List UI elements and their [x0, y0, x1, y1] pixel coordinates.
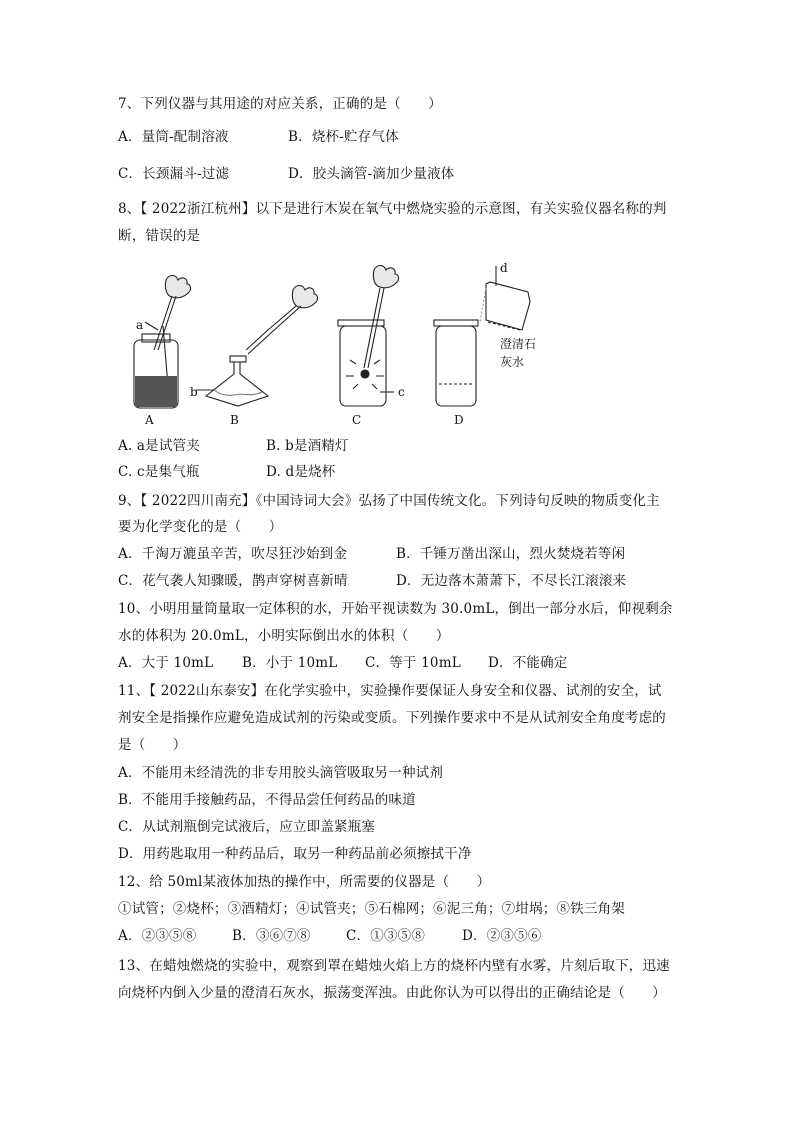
q9-option-c: C．花气袭人知骤暖，鹊声穿树喜新晴: [118, 573, 348, 589]
q11-option-c: C．从试剂瓶倒完试液后，应立即盖紧瓶塞: [118, 819, 376, 835]
q12-items: ①试管；②烧杯；③酒精灯；④试管夹；⑤石棉网；⑥泥三角；⑦坩埚；⑧铁三角架: [118, 901, 625, 917]
q10-stem-line2: 水的体积为 20.0mL，小明实际倒出水的体积（ ）: [118, 628, 450, 644]
q12-stem: 12、给 50ml某液体加热的操作中，所需要的仪器是（ ）: [118, 874, 491, 890]
q8-figure: [118, 258, 678, 428]
q9-option-b: B．千锤万凿出深山，烈火焚烧若等闲: [396, 546, 626, 562]
q10-option-d: D．不能确定: [488, 655, 568, 671]
q11-option-b: B．不能用手接触药品，不得品尝任何药品的味道: [118, 792, 416, 808]
q8-stem-line2: 断，错误的是: [118, 228, 201, 244]
panel-label-d: D: [454, 413, 464, 427]
q13-stem-line2: 向烧杯内倒入少量的澄清石灰水，振荡变浑浊。由此你认为可以得出的正确结论是（ ）: [118, 985, 666, 1001]
panel-label-b: B: [230, 413, 239, 427]
q9-stem-line2: 要为化学变化的是（ ）: [118, 519, 283, 535]
q9-option-a: A．千淘万漉虽辛苦，吹尽狂沙始到金: [118, 546, 348, 562]
q7-option-c: C．长颈漏斗-过滤: [118, 166, 230, 182]
q12-option-b: B．③⑥⑦⑧: [232, 928, 311, 944]
label-a: a: [136, 318, 144, 332]
label-c: c: [398, 385, 405, 399]
q11-option-a: A．不能用未经清洗的非专用胶头滴管吸取另一种试剂: [118, 765, 444, 781]
label-d: d: [500, 261, 508, 275]
q12-option-a: A．②③⑤⑧: [118, 928, 197, 944]
q12-option-c: C．①③⑤⑧: [346, 928, 426, 944]
q9-stem-line1: 9、【 2022四川南充】《中国诗词大会》弘扬了中国传统文化。下列诗句反映的物质变化主: [118, 493, 660, 509]
q7-option-d: D．胶头滴管-滴加少量液体: [288, 166, 455, 182]
q9-option-d: D．无边落木萧萧下，不尽长江滚滚来: [396, 573, 627, 589]
label-b: b: [190, 385, 198, 399]
panel-b-illustration: [196, 286, 318, 407]
q8-option-d: D. d是烧杯: [266, 464, 336, 480]
q10-option-b: B．小于 10mL: [242, 655, 338, 671]
q12-option-d: D．②③⑤⑥: [462, 928, 542, 944]
panel-d-illustration: [434, 266, 530, 406]
q8-option-a: A. a是试管夹: [118, 438, 200, 454]
q11-stem-line3: 是（ ）: [118, 737, 187, 753]
q8-option-c: C. c是集气瓶: [118, 464, 200, 480]
q10-stem-line1: 10、小明用量筒量取一定体积的水，开始平视读数为 30.0mL，倒出一部分水后，仰视剩余: [118, 601, 673, 617]
q13-stem-line1: 13、在蜡烛燃烧的实验中，观察到罩在蜡烛火焰上方的烧杯内壁有水雾，片刻后取下，迅速: [118, 958, 670, 974]
limewater-label-1: 澄清石: [500, 337, 537, 351]
q10-option-c: C．等于 10mL: [365, 655, 461, 671]
panel-label-c: C: [352, 413, 362, 427]
q8-option-b: B. b是酒精灯: [266, 438, 349, 454]
q8-stem-line1: 8、【 2022浙江杭州】以下是进行木炭在氧气中燃烧实验的示意图，有关实验仪器名称的判: [118, 201, 667, 217]
q11-stem-line1: 11、【 2022山东泰安】在化学实验中，实验操作要保证人身安全和仪器、试剂的安全，试: [118, 683, 662, 699]
q7-option-a: A．量筒-配制溶液: [118, 129, 229, 145]
q7-stem: 7、下列仪器与其用途的对应关系，正确的是（ ）: [118, 96, 442, 112]
panel-label-a: A: [145, 413, 154, 427]
q11-option-d: D．用药匙取用一种药品后，取另一种药品前必须擦拭干净: [118, 846, 472, 862]
panel-c-illustration: [338, 266, 399, 407]
panel-a-illustration: [134, 276, 191, 409]
limewater-label-2: 灰水: [500, 355, 525, 369]
q7-option-b: B．烧杯-贮存气体: [288, 129, 399, 145]
q10-option-a: A．大于 10mL: [118, 655, 214, 671]
q11-stem-line2: 剂安全是指操作应避免造成试剂的污染或变质。下列操作要求中不是从试剂安全角度考虑的: [118, 710, 666, 726]
